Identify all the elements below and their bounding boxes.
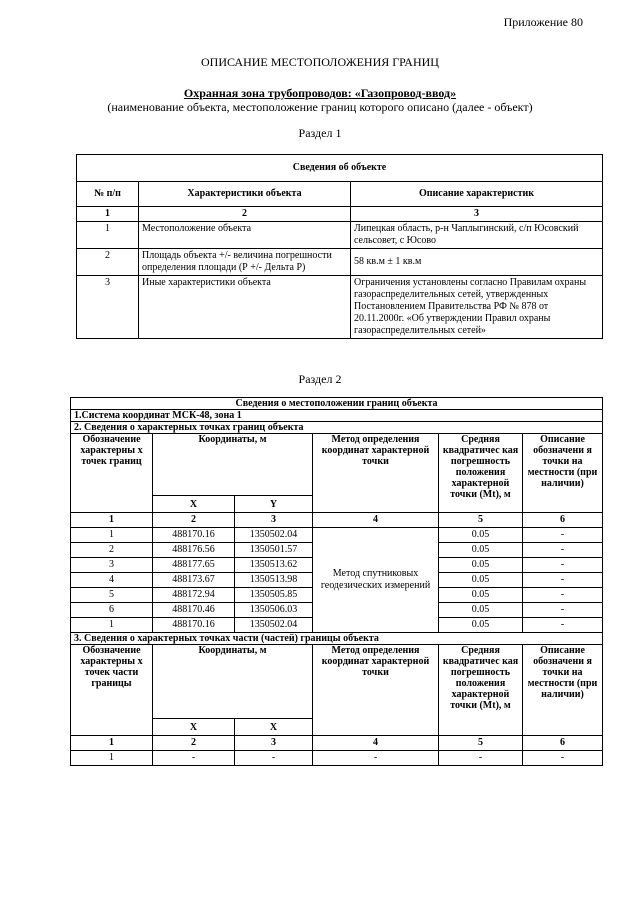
row-description: Ограничения установлены согласно Правилам охраны газораспределительных сетей, утвержденных Постановлением Правительства РФ № 878 от 20.11.2000г. «Об утверждении Правил охраны газораспределительных сетей» bbox=[351, 276, 603, 339]
col-num: 2 bbox=[153, 513, 235, 528]
table-row bbox=[77, 249, 603, 276]
header-x: X bbox=[153, 719, 235, 736]
table-row bbox=[71, 751, 603, 766]
point-x: 488176.56 bbox=[153, 543, 235, 558]
col-num: 1 bbox=[71, 513, 153, 528]
col-num: 5 bbox=[439, 513, 523, 528]
point-desc: - bbox=[523, 543, 603, 558]
point-y: 1350506.03 bbox=[235, 603, 313, 618]
object-note: (наименование объекта, местоположение границ которого описано (далее - объект) bbox=[107, 100, 533, 114]
point-y: 1350505.85 bbox=[235, 588, 313, 603]
header-desc: Описание обозначени я точки на местности (при наличии) bbox=[523, 434, 603, 513]
header-description: Описание характеристик bbox=[351, 182, 603, 207]
header-coords: Координаты, м bbox=[153, 434, 313, 496]
header-point: Обозначение характерны х точек границ bbox=[71, 434, 153, 513]
point-y: 1350513.62 bbox=[235, 558, 313, 573]
header-y: Y bbox=[235, 496, 313, 513]
table-title: Сведения о местоположении границ объекта bbox=[71, 398, 603, 410]
point-mt: 0.05 bbox=[439, 543, 523, 558]
table-title: Сведения об объекте bbox=[77, 155, 603, 182]
header-x: X bbox=[153, 496, 235, 513]
col-num: 6 bbox=[523, 513, 603, 528]
row-description: 58 кв.м ± 1 кв.м bbox=[351, 249, 603, 276]
point-desc: - bbox=[523, 618, 603, 633]
header-error: Средняя квадратичес кая погрешность положения характерной точки (Mt), м bbox=[439, 645, 523, 736]
point-x: 488170.16 bbox=[153, 618, 235, 633]
header-desc: Описание обозначени я точки на местности (при наличии) bbox=[523, 645, 603, 736]
table-row bbox=[77, 276, 603, 339]
part-cell: - bbox=[523, 751, 603, 766]
coordinate-system: 1.Система координат МСК-48, зона 1 bbox=[71, 410, 603, 422]
point-num: 5 bbox=[71, 588, 153, 603]
point-desc: - bbox=[523, 603, 603, 618]
part-cell: - bbox=[235, 751, 313, 766]
point-num: 3 bbox=[71, 558, 153, 573]
point-num: 1 bbox=[71, 528, 153, 543]
header-characteristic: Характеристики объекта bbox=[139, 182, 351, 207]
part-cell: 1 bbox=[71, 751, 153, 766]
header-method: Метод определения координат характерной точки bbox=[313, 434, 439, 513]
col-num: 5 bbox=[439, 736, 523, 751]
point-mt: 0.05 bbox=[439, 528, 523, 543]
point-mt: 0.05 bbox=[439, 618, 523, 633]
col-num: 1 bbox=[71, 736, 153, 751]
table-row bbox=[71, 528, 603, 543]
section1-label: Раздел 1 bbox=[298, 126, 342, 140]
header-x2: X bbox=[235, 719, 313, 736]
row-description: Липецкая область, р-н Чаплыгинский, с/п Юсовский сельсовет, с Юсово bbox=[351, 222, 603, 249]
point-mt: 0.05 bbox=[439, 573, 523, 588]
method-value: Метод спутниковых геодезических измерений bbox=[313, 528, 439, 633]
boundary-table bbox=[70, 397, 603, 766]
part3-title: 3. Сведения о характерных точках части (частей) границы объекта bbox=[71, 633, 603, 645]
point-desc: - bbox=[523, 588, 603, 603]
point-x: 488173.67 bbox=[153, 573, 235, 588]
appendix-number: Приложение 80 bbox=[503, 15, 583, 29]
row-characteristic: Иные характеристики объекта bbox=[139, 276, 351, 339]
object-name: Охранная зона трубопроводов: «Газопровод-ввод» bbox=[183, 86, 457, 100]
point-x: 488170.16 bbox=[153, 528, 235, 543]
point-mt: 0.05 bbox=[439, 588, 523, 603]
header-coords: Координаты, м bbox=[153, 645, 313, 719]
header-error: Средняя квадратичес кая погрешность положения характерной точки (Mt), м bbox=[439, 434, 523, 513]
point-y: 1350502.04 bbox=[235, 528, 313, 543]
point-num: 4 bbox=[71, 573, 153, 588]
point-y: 1350502.04 bbox=[235, 618, 313, 633]
header-point: Обозначение характерны х точек части границы bbox=[71, 645, 153, 736]
row-num: 2 bbox=[77, 249, 139, 276]
point-x: 488177.65 bbox=[153, 558, 235, 573]
point-num: 6 bbox=[71, 603, 153, 618]
object-info-table bbox=[76, 154, 603, 339]
part2-title: 2. Сведения о характерных точках границ объекта bbox=[71, 422, 603, 434]
col-num: 3 bbox=[235, 513, 313, 528]
col-num: 4 bbox=[313, 513, 439, 528]
point-y: 1350513.98 bbox=[235, 573, 313, 588]
point-desc: - bbox=[523, 558, 603, 573]
point-num: 1 bbox=[71, 618, 153, 633]
point-x: 488170.46 bbox=[153, 603, 235, 618]
header-method: Метод определения координат характерной точки bbox=[313, 645, 439, 736]
point-desc: - bbox=[523, 528, 603, 543]
col-num: 3 bbox=[351, 207, 603, 222]
row-num: 3 bbox=[77, 276, 139, 339]
part-cell: - bbox=[153, 751, 235, 766]
page-title: ОПИСАНИЕ МЕСТОПОЛОЖЕНИЯ ГРАНИЦ bbox=[201, 55, 439, 69]
col-num: 2 bbox=[139, 207, 351, 222]
col-num: 6 bbox=[523, 736, 603, 751]
point-mt: 0.05 bbox=[439, 558, 523, 573]
row-num: 1 bbox=[77, 222, 139, 249]
point-x: 488172.94 bbox=[153, 588, 235, 603]
row-characteristic: Местоположение объекта bbox=[139, 222, 351, 249]
part-cell: - bbox=[313, 751, 439, 766]
point-num: 2 bbox=[71, 543, 153, 558]
col-num: 2 bbox=[153, 736, 235, 751]
header-num: № п/п bbox=[77, 182, 139, 207]
col-num: 3 bbox=[235, 736, 313, 751]
section2-label: Раздел 2 bbox=[298, 372, 342, 386]
point-y: 1350501.57 bbox=[235, 543, 313, 558]
part-cell: - bbox=[439, 751, 523, 766]
table-row bbox=[77, 222, 603, 249]
col-num: 1 bbox=[77, 207, 139, 222]
row-characteristic: Площадь объекта +/- величина погрешности определения площади (Р +/- Дельта Р) bbox=[139, 249, 351, 276]
col-num: 4 bbox=[313, 736, 439, 751]
point-mt: 0.05 bbox=[439, 603, 523, 618]
point-desc: - bbox=[523, 573, 603, 588]
